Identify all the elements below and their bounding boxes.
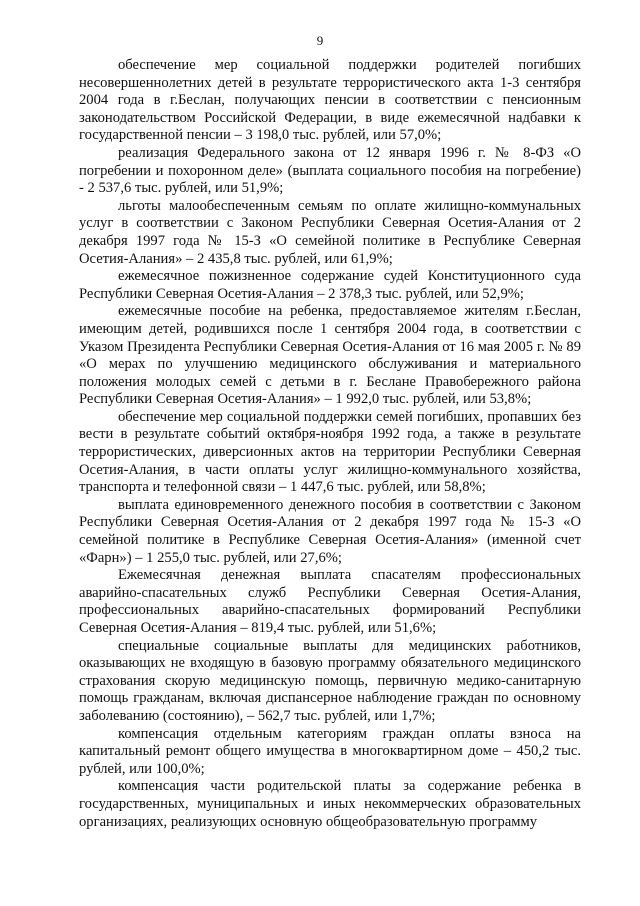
paragraph-burial-benefit: реализация Федерального закона от 12 января 1996 г. № 8-ФЗ «О погребении и похоронном деле» (выплата социального пособия на погребение) - 2 537,6 тыс. рублей, или 51,9%; [79,144,581,197]
paragraph-parental-fee-compensation: компенсация части родительской платы за содержание ребенка в государственных, муниципальных и иных некоммерческих образовательных организациях, реализующих основную общеобразовательную программу [79,778,581,830]
paragraph-capital-repair-compensation: компенсация отдельным категориям граждан оплаты взноса на капитальный ремонт общего имущества в многоквартирном доме – 450,2 тыс. рублей, или 100,0%; [79,725,581,777]
paragraph-beslan-child-allowance: ежемесячные пособие на ребенка, предоставляемое жителям г.Беслан, имеющим детей, родившихся после 1 сентября 2004 года, в соответствии с Указом Президента Республики Северная Осетия-Алания от 16 мая 2005 г. № 89 «О мерах по улучшению медицинского обслуживания и материального положения молодых семей с детьми в г. Беслане Правобережного района Республики Северная Осетия-Алания» – 1 992,0 тыс. рублей, или 53,8%; [79,303,581,408]
paragraph-rescuers-monthly-payment: Ежемесячная денежная выплата спасателям профессиональных аварийно-спасательных служб Республики Северная Осетия-Алания, профессиональных аварийно-спасательных формирований Республики Северная Осетия-Алания – 819,4 тыс. рублей, или 51,6%; [79,567,581,636]
paragraph-victims-families-support: обеспечение мер социальной поддержки семей погибших, пропавших без вести в результате событий октября-ноября 1992 года, а также в результате террористических, диверсионных актов на территории Республики Северная Осетия-Алания, в части оплаты услуг жилищно-коммунального хозяйства, транспорта и телефонной связи – 1 447,6 тыс. рублей, или 58,8%; [79,408,581,496]
page-number: 9 [316,33,324,48]
paragraph-housing-utilities-benefits: льготы малообеспеченным семьям по оплате жилищно-коммунальных услуг в соответствии с Законом Республики Северная Осетия-Алания от 2 декабря 1997 года № 15-З «О семейной политике в Республике Северная Осетия-Алания» – 2 435,8 тыс. рублей, или 61,9%; [79,197,581,267]
paragraph-lump-sum-farn: выплата единовременного денежного пособия в соответствии с Законом Республики Северная Осетия-Алания от 2 декабря 1997 года № 15-З «О семейной политике в Республике Северная Осетия-Алания» (именной счет «Фарн») – 1 255,0 тыс. рублей, или 27,6%; [79,496,581,566]
paragraph-judges-lifetime-allowance: ежемесячное пожизненное содержание судей Конституционного суда Республики Северная Осетия-Алания – 2 378,3 тыс. рублей, или 52,9%; [79,268,581,302]
paragraph-bereaved-parents-pension-supplement: обеспечение мер социальной поддержки родителей погибших несовершеннолетних детей в результате террористического акта 1-3 сентября 2004 года в г.Беслан, получающих пенсии в соответствии с пенсионным законодательством Российской Федерации, в виде ежемесячной надбавки к государственной пенсии – 3 198,0 тыс. рублей, или 57,0%; [79,57,581,144]
document-body [79,57,581,831]
paragraph-medical-workers-payments: специальные социальные выплаты для медицинских работников, оказывающих не входящую в базовую программу обязательного медицинского страхования скорую медицинскую помощь, первичную медико-санитарную помощь гражданам, включая диспансерное наблюдение граждан по основному заболеванию (состоянию), – 562,7 тыс. рублей, или 1,7%; [79,637,581,724]
